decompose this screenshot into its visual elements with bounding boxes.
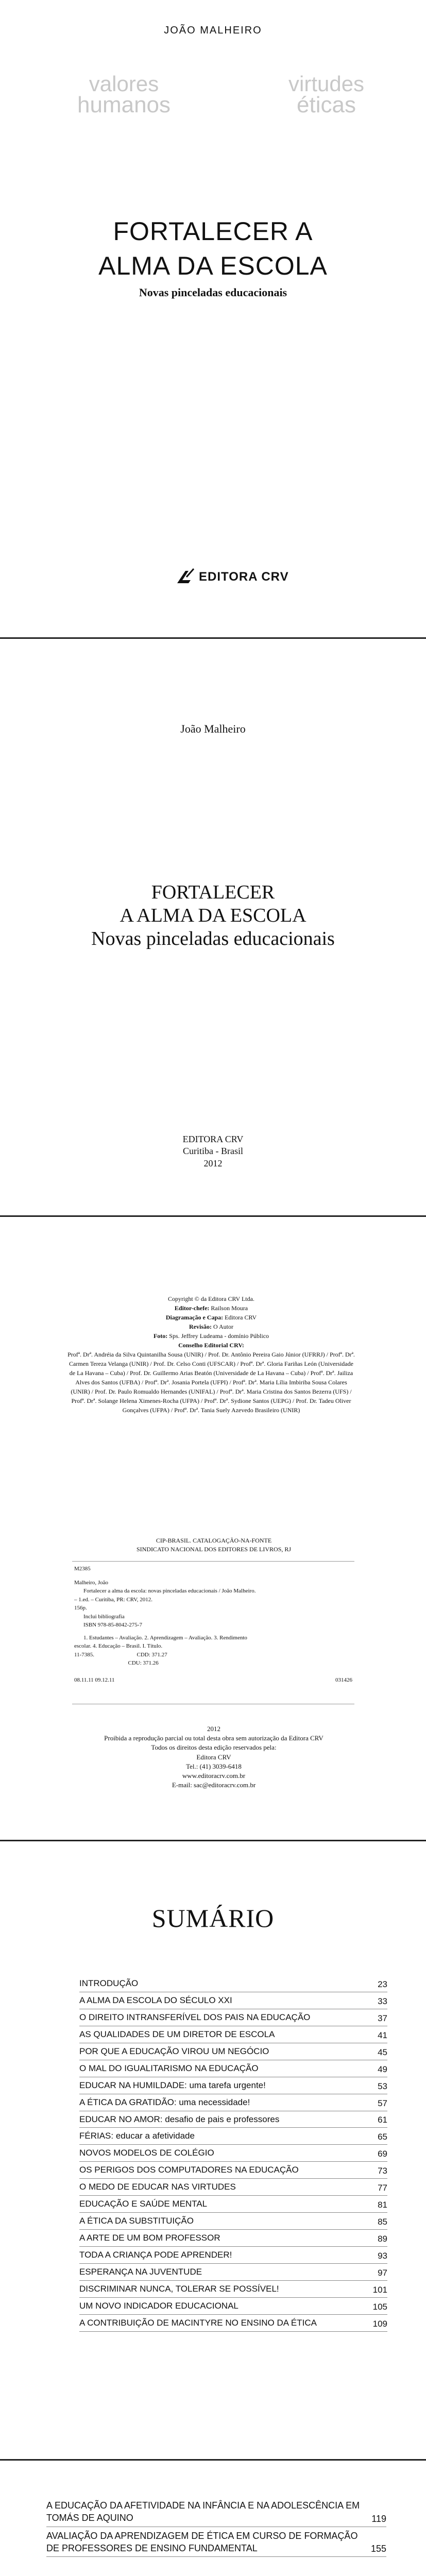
credit-value: Railson Moura <box>211 1304 248 1312</box>
title-page-publisher-block <box>0 1133 426 1170</box>
toc-entry <box>79 1992 387 2009</box>
cip-line: Malheiro, João <box>74 1579 108 1586</box>
notice-year: 2012 <box>207 1725 220 1733</box>
toc-entry <box>79 2162 387 2179</box>
cover-tag-right <box>288 73 364 116</box>
cip-line: 11-7385. CDD: 371.27 <box>74 1651 167 1658</box>
title-page-city: Curitiba - Brasil <box>183 1146 243 1157</box>
toc-entry <box>79 2179 387 2196</box>
toc-entry-page: 23 <box>378 1979 387 1989</box>
toc-entry-title: O MAL DO IGUALITARISMO NA EDUCAÇÃO <box>79 2063 259 2073</box>
cover-tag-right-line1: virtudes <box>288 72 365 96</box>
toc-entry-title: FÉRIAS: educar a afetividade <box>79 2131 195 2141</box>
toc-entry-title: INTRODUÇÃO <box>79 1978 139 1988</box>
copyright-line: Copyright © da Editora CRV Ltda. <box>168 1295 254 1302</box>
cip-line1: CIP-BRASIL. CATALOGAÇÃO-NA-FONTE <box>156 1537 272 1544</box>
cover-tag-left <box>77 73 171 116</box>
cover-tag-right-line2: éticas <box>297 92 356 117</box>
toc-entry-page: 101 <box>372 2284 387 2295</box>
toc-entry <box>46 2527 386 2557</box>
notice-line: www.editoracrv.com.br <box>182 1771 246 1780</box>
cover-tag-left-line1: valores <box>89 72 159 96</box>
toc-entry-page: 61 <box>378 2115 387 2125</box>
credit-label: Diagramação e Capa: <box>165 1314 224 1321</box>
title-page-author: João Malheiro <box>180 722 246 735</box>
council-title: Conselho Editorial CRV: <box>178 1342 244 1349</box>
toc-entry-page: 41 <box>378 2030 387 2040</box>
cip-line: Fortalecer a alma da escola: novas pinceladas educacionais / João Malheiro. <box>83 1588 256 1594</box>
cover-tag-left-line2: humanos <box>77 92 171 117</box>
rights-notice <box>72 1724 355 1790</box>
toc-entry-page: 49 <box>378 2064 387 2074</box>
cip-line: escolar. 4. Educação – Brasil. I. Título. <box>74 1643 163 1649</box>
toc-entry <box>79 2196 387 2213</box>
toc-entry-page: 45 <box>378 2047 387 2057</box>
credit-row <box>67 1303 355 1313</box>
credit-row <box>67 1331 355 1341</box>
toc-entry <box>79 2298 387 2315</box>
toc-entry <box>79 2128 387 2145</box>
toc-entry <box>79 2230 387 2247</box>
notice-line: E-mail: sac@editoracrv.com.br <box>172 1781 256 1789</box>
toc-entry-title: A EDUCAÇÃO DA AFETIVIDADE NA INFÂNCIA E NA ADOLESCÊNCIA EM TOMÁS DE AQUINO <box>46 2500 360 2523</box>
toc-entry-title: POR QUE A EDUCAÇÃO VIROU UM NEGÓCIO <box>79 2046 269 2056</box>
toc-entry <box>79 2060 387 2077</box>
toc-entry <box>79 2009 387 2026</box>
toc-entry-page: 53 <box>378 2081 387 2091</box>
toc-entry <box>79 2043 387 2060</box>
toc-entry-title: AS QUALIDADES DE UM DIRETOR DE ESCOLA <box>79 2029 275 2039</box>
toc-entry-title: EDUCAR NA HUMILDADE: uma tarefa urgente! <box>79 2080 266 2090</box>
credit-row <box>67 1322 355 1331</box>
cover-title-line2: ALMA DA ESCOLA <box>98 251 328 280</box>
cover-title-line1: FORTALECER A <box>113 217 313 246</box>
publisher-logo-text: EDITORA CRV <box>199 570 289 584</box>
toc-entry-title: A ALMA DA ESCOLA DO SÉCULO XXI <box>79 1995 232 2005</box>
toc-entry-page: 109 <box>372 2318 387 2329</box>
toc-entry-page: 155 <box>370 2544 386 2554</box>
publisher-logo <box>175 567 289 587</box>
toc-entry-title: DISCRIMINAR NUNCA, TOLERAR SE POSSÍVEL! <box>79 2283 279 2294</box>
cip-line: 156p. <box>74 1605 87 1611</box>
toc-entry-page: 119 <box>371 2513 386 2524</box>
toc-entry <box>79 2264 387 2281</box>
toc-entry-page: 85 <box>378 2217 387 2227</box>
credit-value: Editora CRV <box>225 1314 257 1321</box>
cip-record <box>72 1561 354 1704</box>
toc-entry-page: 57 <box>378 2098 387 2108</box>
notice-line: Proibida a reprodução parcial ou total desta obra sem autorização da Editora CRV <box>104 1734 323 1742</box>
toc-entry-page: 73 <box>378 2166 387 2176</box>
toc-entry <box>79 2077 387 2094</box>
toc-entry <box>79 2145 387 2162</box>
toc-entry-title: O MEDO DE EDUCAR NAS VIRTUDES <box>79 2182 236 2192</box>
toc-entry-page: 69 <box>378 2149 387 2159</box>
cip-code: M2385 <box>74 1566 91 1572</box>
toc-entry-title: EDUCAR NO AMOR: desafio de pais e professores <box>79 2114 280 2124</box>
toc-entry-page: 89 <box>378 2234 387 2244</box>
toc-entry-page: 97 <box>378 2267 387 2278</box>
toc-entry-page: 37 <box>378 2013 387 2023</box>
cover-author: JOÃO MALHEIRO <box>164 25 262 36</box>
toc-entry-title: UM NOVO INDICADOR EDUCACIONAL <box>79 2300 238 2311</box>
toc-heading: SUMÁRIO <box>151 1904 275 1933</box>
toc-entry-page: 77 <box>378 2183 387 2193</box>
toc-entry-page: 105 <box>372 2301 387 2312</box>
toc-entry-title: A CONTRIBUIÇÃO DE MACINTYRE NO ENSINO DA ÉTICA <box>79 2317 317 2328</box>
toc-page <box>0 1841 426 2460</box>
toc-entry-title: AVALIAÇÃO DA APRENDIZAGEM DE ÉTICA EM CURSO DE FORMAÇÃO DE PROFESSORES DE ENSINO FUNDAMENTAL <box>46 2530 358 2553</box>
toc-entry-page: 33 <box>378 1996 387 2006</box>
notice-line: Tel.: (41) 3039-6418 <box>186 1762 242 1770</box>
toc-entry-title: A ÉTICA DA GRATIDÃO: uma necessidade! <box>79 2097 250 2107</box>
toc-entry <box>79 2281 387 2298</box>
credit-label: Revisão: <box>189 1323 212 1330</box>
cip-line: Inclui bibliografia <box>83 1613 125 1620</box>
toc-entry-title: EDUCAÇÃO E SAÚDE MENTAL <box>79 2199 208 2209</box>
toc-entry-title: A ARTE DE UM BOM PROFESSOR <box>79 2233 220 2243</box>
toc-list <box>79 1975 387 2332</box>
toc-entry-title: A ÉTICA DA SUBSTITUIÇÃO <box>79 2216 194 2226</box>
toc-entry-page: 93 <box>378 2250 387 2261</box>
cip-line: CDU: 371.26 <box>74 1660 159 1666</box>
toc-entry-title: TODA A CRIANÇA PODE APRENDER! <box>79 2250 232 2260</box>
cover-subtitle: Novas pinceladas educacionais <box>139 286 287 299</box>
council-text: Profª. Drª. Andréia da Silva Quintanilha Sousa (UNIR) / Prof. Dr. Antônio Pereira Gaio Júnior (UFRRJ) / Profª. Drª. Carmen Tereza Velanga (UNIR) / Prof. Dr. Celso Conti (UFSCAR) / Profª. Drª. Gloria Fariñas León (Universidade de La Havana – Cuba) / Prof. Dr. Guillermo Arias Beatón (Universidade de La Havana – Cuba) / Profª. Drª. Jailiza Alves dos Santos (UFBA) / Profª. Drª. Josania Portela (UFPI) / Profª. Drª. Maria Lília Imbiriba Sousa Colares (UNIR) / Prof. Dr. Paulo Romualdo Hernandes (UNIFAL) / Profª. Drª. Maria Cristina dos Santos Bezerra (UFS) / Profª. Drª. Solange Helena Ximenes-Rocha (UFPA) / Profª. Drª. Sydione Santos (UEPG) / Prof. Dr. Tadeu Oliver Gonçalves (UFPA) / Profª. Drª. Tania Suely Azevedo Brasileiro (UNIR) <box>67 1351 355 1414</box>
toc-continued-page <box>0 2461 426 2576</box>
toc-entry <box>79 2094 387 2111</box>
crv-logo-icon <box>175 567 196 587</box>
cip-line: – 1.ed. – Curitiba, PR: CRV, 2012. <box>74 1596 153 1603</box>
toc-entry <box>79 2213 387 2230</box>
title-page-title-line1: FORTALECER <box>151 882 275 903</box>
toc-entry-title: NOVOS MODELOS DE COLÉGIO <box>79 2148 214 2158</box>
credit-label: Editor-chefe: <box>174 1304 210 1312</box>
toc-entry <box>79 2247 387 2264</box>
toc-entry <box>46 2497 386 2527</box>
cip-header <box>72 1536 355 1554</box>
toc-entry-page: 65 <box>378 2132 387 2142</box>
toc-entry <box>79 1975 387 1992</box>
copyright-page <box>0 1217 426 1840</box>
title-page-title-line2: A ALMA DA ESCOLA <box>120 905 306 926</box>
cip-footer <box>74 1676 352 1685</box>
credit-row <box>67 1313 355 1322</box>
cip-line2: SINDICATO NACIONAL DOS EDITORES DE LIVROS, RJ <box>136 1545 292 1553</box>
title-page <box>0 639 426 1216</box>
toc-entry <box>79 2111 387 2128</box>
toc-entry-title: ESPERANÇA NA JUVENTUDE <box>79 2266 202 2277</box>
credit-value: O Autor <box>213 1323 233 1330</box>
credit-label: Foto: <box>153 1332 168 1340</box>
toc-entry-title: OS PERIGOS DOS COMPUTADORES NA EDUCAÇÃO <box>79 2165 299 2175</box>
cip-footer-number: 031426 <box>335 1676 352 1683</box>
title-page-publisher: EDITORA CRV <box>182 1134 244 1144</box>
credit-value: Sps. Jeffrey Ludeama - domínio Público <box>169 1332 269 1340</box>
toc-entry <box>79 2315 387 2332</box>
toc-list-continued <box>46 2497 386 2557</box>
notice-line: Editora CRV <box>196 1753 231 1761</box>
title-page-title-line3: Novas pinceladas educacionais <box>91 928 335 950</box>
copyright-credits <box>67 1294 355 1415</box>
toc-entry-title: O DIREITO INTRANSFERÍVEL DOS PAIS NA EDUCAÇÃO <box>79 2012 311 2022</box>
toc-entry <box>79 2026 387 2043</box>
cip-line: ISBN 978-85-8042-275-7 <box>83 1622 142 1628</box>
cip-line: 1. Estudantes – Avaliação. 2. Aprendizagem – Avaliação. 3. Rendimento <box>83 1634 247 1641</box>
cover-page <box>0 0 426 637</box>
toc-entry-page: 81 <box>378 2200 387 2210</box>
notice-line: Todos os direitos desta edição reservados pela: <box>151 1743 277 1752</box>
cip-footer-dates: 08.11.11 09.12.11 <box>74 1676 115 1683</box>
title-page-year: 2012 <box>203 1158 223 1168</box>
